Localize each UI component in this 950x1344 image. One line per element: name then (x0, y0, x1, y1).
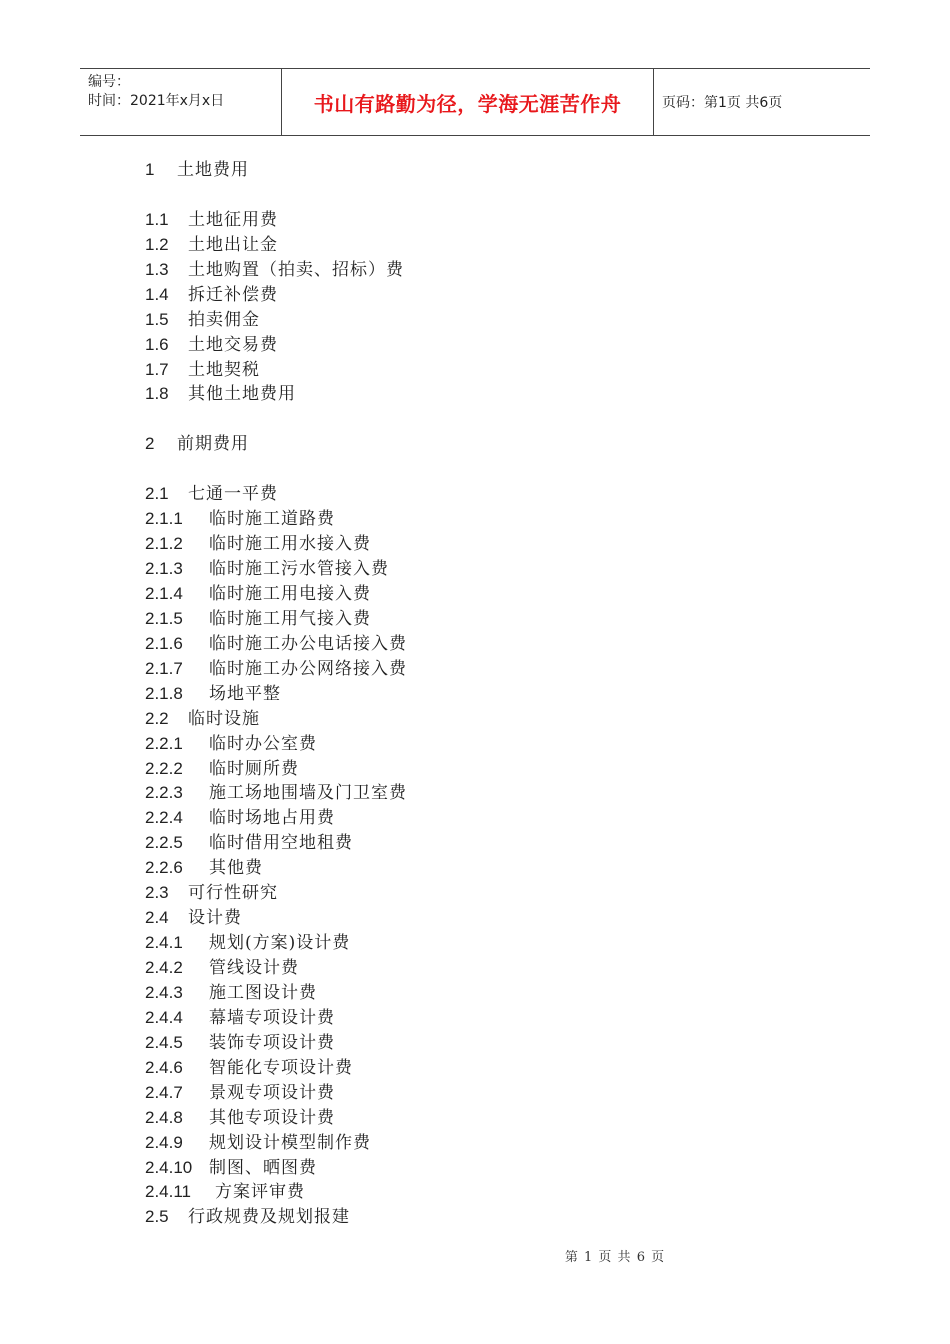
outline-item (145, 732, 845, 757)
outline-item (145, 283, 845, 308)
outline-item-text: 拆迁补偿费 (188, 284, 278, 305)
outline-item (145, 1180, 845, 1205)
outline-item-text: 其他土地费用 (188, 384, 296, 405)
outline-item-text: 施工场地围墙及门卫室费 (209, 783, 407, 804)
outline-item-text: 临时借用空地租费 (209, 833, 353, 854)
outline-item (145, 233, 845, 258)
outline-item (145, 557, 845, 582)
header-motto-cell (282, 69, 654, 135)
outline-item-number: 2.4.8 (145, 1107, 183, 1127)
outline-item-text: 临时施工用电接入费 (209, 583, 371, 604)
outline-item (145, 258, 845, 283)
outline-item-number: 1.6 (145, 334, 169, 354)
outline-item (145, 981, 845, 1006)
outline-item-number: 2.3 (145, 883, 169, 903)
outline-item-text: 方案评审费 (215, 1182, 305, 1203)
outline-item (145, 757, 845, 782)
time-label: 时间：2021年x月x日 (88, 93, 225, 109)
outline-item (145, 1106, 845, 1131)
outline-item-text: 施工图设计费 (209, 982, 317, 1003)
header-page-cell (654, 69, 870, 135)
outline-item-text: 土地契税 (188, 359, 260, 380)
outline-item (145, 532, 845, 557)
outline-item (145, 432, 845, 457)
outline-item (145, 308, 845, 333)
outline-item (145, 358, 845, 383)
outline-item-number: 2.2.5 (145, 833, 183, 853)
outline-item-number: 2.4.9 (145, 1132, 183, 1152)
outline-item-number: 1.4 (145, 284, 169, 304)
code-label: 编号： (88, 74, 130, 90)
outline-item (145, 707, 845, 732)
outline-item (145, 1031, 845, 1056)
footer-page-number: 第 1 页 共 6 页 (564, 1250, 666, 1265)
outline-item-number: 2.4.11 (145, 1182, 192, 1202)
outline-item-text: 其他费 (209, 858, 263, 879)
outline-item-text: 其他专项设计费 (209, 1107, 335, 1128)
outline-item-text: 行政规费及规划报建 (188, 1207, 350, 1228)
outline-item (145, 1056, 845, 1081)
outline-item (145, 632, 845, 657)
outline-item-number: 2.2.1 (145, 733, 183, 753)
header-meta-cell (80, 69, 282, 135)
outline-item-number: 1.2 (145, 234, 169, 254)
outline-item-text: 管线设计费 (209, 958, 299, 978)
outline-item-text: 景观专项设计费 (209, 1082, 335, 1103)
outline-item-number: 2.4.7 (145, 1082, 183, 1102)
outline-item-text: 装饰专项设计费 (209, 1032, 335, 1053)
outline-item (145, 507, 845, 532)
outline-item (145, 1156, 845, 1181)
outline-item (145, 931, 845, 956)
outline-item-number: 2.1.7 (145, 658, 183, 678)
outline-item-number: 2.4.1 (145, 933, 183, 953)
outline-item (145, 1205, 845, 1230)
outline-item (145, 1006, 845, 1031)
outline-item-number: 2.4.10 (145, 1157, 193, 1177)
outline-item (145, 856, 845, 881)
outline-item-text: 临时场地占用费 (209, 808, 335, 829)
outline-item-text: 场地平整 (209, 683, 281, 704)
document-header (80, 68, 870, 136)
outline-item-number: 2.2 (145, 708, 169, 728)
outline-item-text: 拍卖佣金 (188, 309, 260, 330)
outline-item (145, 831, 845, 856)
outline-item-number: 2.1.4 (145, 583, 183, 603)
outline-item-text: 七通一平费 (188, 484, 278, 505)
outline-item (145, 1131, 845, 1156)
outline-item-text: 设计费 (188, 908, 242, 929)
outline-item-text: 临时施工办公电话接入费 (209, 633, 407, 654)
outline-item-text: 临时施工办公网络接入费 (209, 658, 407, 679)
outline-item-number: 1.5 (145, 309, 169, 329)
outline-item (145, 607, 845, 632)
outline-item-text: 临时施工道路费 (209, 509, 335, 530)
outline-item-number: 2.1.1 (145, 509, 183, 529)
outline-item (145, 382, 845, 407)
outline-item (145, 906, 845, 931)
cost-outline (145, 158, 845, 1230)
outline-item (145, 781, 845, 806)
outline-item-number: 2.4.4 (145, 1007, 183, 1027)
outline-item-text: 临时施工用气接入费 (209, 608, 371, 629)
outline-item-text: 临时办公室费 (209, 733, 317, 754)
outline-item-number: 2.2.4 (145, 808, 183, 828)
outline-item-text: 幕墙专项设计费 (209, 1007, 335, 1028)
outline-item-text: 临时厕所费 (209, 758, 299, 779)
outline-item (145, 657, 845, 682)
outline-item (145, 881, 845, 906)
outline-item-number: 2.5 (145, 1207, 169, 1227)
outline-item-number: 2.4 (145, 908, 169, 928)
outline-item-number: 1.3 (145, 259, 169, 279)
outline-item-number: 1.7 (145, 359, 169, 379)
outline-item-number: 2.1.5 (145, 608, 183, 628)
outline-item-number: 1.1 (145, 209, 169, 229)
outline-item-number: 2.1.6 (145, 633, 183, 653)
outline-item-number: 2.4.5 (145, 1032, 183, 1052)
outline-item-number: 1 (145, 160, 155, 179)
outline-item (145, 682, 845, 707)
outline-item-number: 2.4.6 (145, 1057, 183, 1077)
outline-item-number: 2.4.3 (145, 982, 183, 1002)
outline-item-text: 土地费用 (177, 160, 249, 180)
outline-item-text: 临时施工污水管接入费 (209, 559, 389, 579)
outline-item-number: 2.1.3 (145, 559, 183, 578)
section-spacer (145, 183, 845, 208)
outline-item-text: 土地购置（拍卖、招标）费 (188, 259, 404, 280)
outline-item-number: 2.2.6 (145, 858, 183, 878)
outline-item-number: 2 (145, 434, 155, 454)
outline-item (145, 1081, 845, 1106)
outline-item-text: 规划设计模型制作费 (209, 1132, 371, 1153)
outline-item (145, 582, 845, 607)
outline-item-number: 2.1.2 (145, 534, 183, 554)
outline-item-text: 制图、晒图费 (209, 1157, 317, 1178)
outline-item-text: 智能化专项设计费 (209, 1057, 353, 1078)
outline-item-text: 临时施工用水接入费 (209, 534, 371, 555)
outline-item-number: 2.1 (145, 484, 169, 504)
outline-item (145, 208, 845, 233)
outline-item-text: 土地征用费 (188, 209, 278, 230)
motto-text: 书山有路勤为径，学海无涯苦作舟 (313, 91, 622, 116)
section-spacer (145, 457, 845, 482)
outline-item-text: 规划(方案)设计费 (209, 933, 351, 954)
outline-item (145, 333, 845, 358)
outline-item-text: 前期费用 (177, 434, 249, 455)
outline-item (145, 482, 845, 507)
outline-item-text: 土地交易费 (188, 334, 278, 355)
outline-item-text: 土地出让金 (188, 234, 278, 255)
outline-item-text: 临时设施 (188, 708, 260, 729)
outline-item (145, 806, 845, 831)
outline-item-number: 2.4.2 (145, 958, 183, 977)
outline-item-number: 2.2.2 (145, 758, 183, 778)
outline-item (145, 158, 845, 183)
page-footer (0, 1246, 950, 1265)
outline-item (145, 956, 845, 981)
outline-item-number: 1.8 (145, 384, 169, 404)
outline-item-text: 可行性研究 (188, 883, 278, 904)
outline-item-number: 2.1.8 (145, 683, 183, 703)
section-spacer (145, 407, 845, 432)
outline-item-number: 2.2.3 (145, 783, 183, 803)
page-info: 页码：第1页 共6页 (662, 95, 783, 111)
